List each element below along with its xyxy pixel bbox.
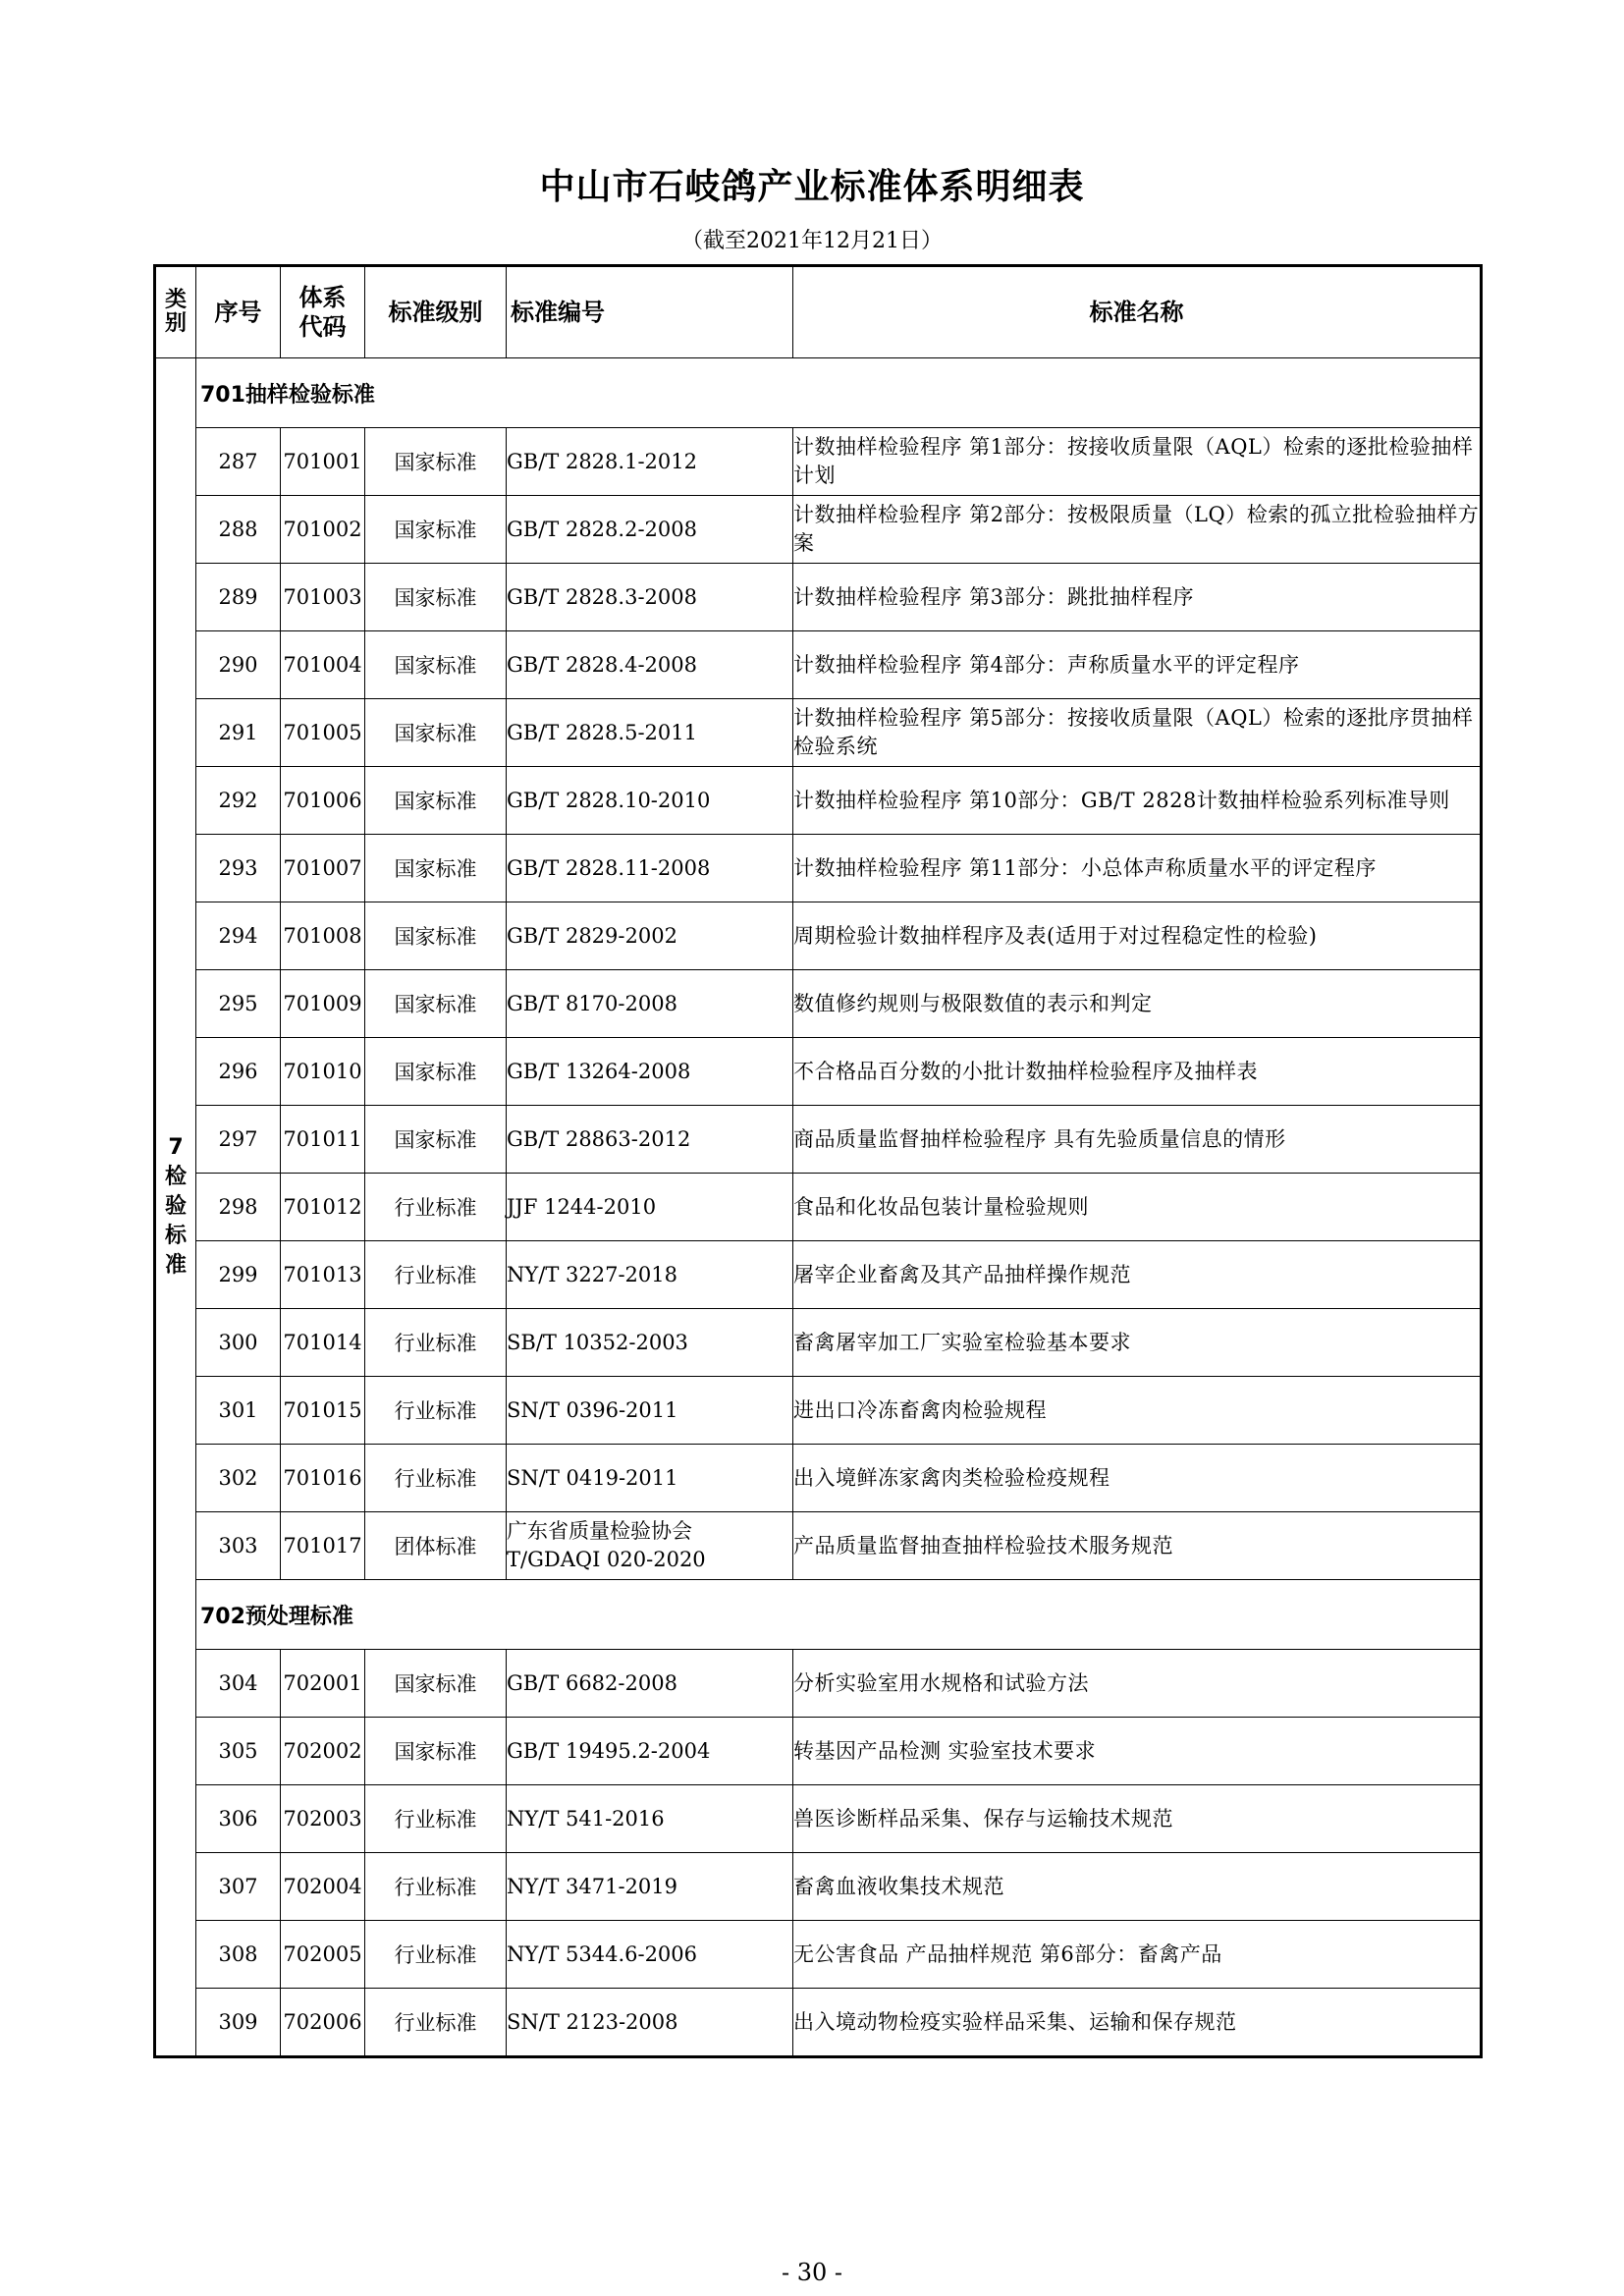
cell-number: GB/T 28863-2012	[507, 1106, 793, 1174]
cell-code: 701009	[281, 970, 365, 1038]
table-row	[155, 1377, 1482, 1445]
cell-number: GB/T 2829-2002	[507, 902, 793, 970]
cell-seq: 291	[196, 699, 281, 767]
cell-level: 国家标准	[365, 1106, 507, 1174]
cell-seq: 306	[196, 1785, 281, 1853]
table-row	[155, 1650, 1482, 1718]
cell-seq: 296	[196, 1038, 281, 1106]
cell-number: GB/T 2828.11-2008	[507, 835, 793, 902]
header-level: 标准级别	[365, 266, 507, 358]
table-row	[155, 1853, 1482, 1921]
cell-name: 周期检验计数抽样程序及表(适用于对过程稳定性的检验)	[793, 902, 1482, 970]
cell-seq: 301	[196, 1377, 281, 1445]
cell-level: 国家标准	[365, 1650, 507, 1718]
cell-number: GB/T 2828.5-2011	[507, 699, 793, 767]
cell-seq: 294	[196, 902, 281, 970]
cell-code: 701006	[281, 767, 365, 835]
cell-number: GB/T 2828.10-2010	[507, 767, 793, 835]
cell-number: 广东省质量检验协会 T/GDAQI 020-2020	[507, 1512, 793, 1580]
table-row	[155, 767, 1482, 835]
cell-code: 701017	[281, 1512, 365, 1580]
cell-level: 国家标准	[365, 970, 507, 1038]
cell-name: 兽医诊断样品采集、保存与运输技术规范	[793, 1785, 1482, 1853]
cell-number: SN/T 0419-2011	[507, 1445, 793, 1512]
cell-level: 国家标准	[365, 631, 507, 699]
cell-name: 计数抽样检验程序 第4部分：声称质量水平的评定程序	[793, 631, 1482, 699]
cell-number: NY/T 5344.6-2006	[507, 1921, 793, 1989]
section-row	[155, 1580, 1482, 1650]
cell-name: 出入境动物检疫实验样品采集、运输和保存规范	[793, 1989, 1482, 2057]
cell-number: GB/T 19495.2-2004	[507, 1718, 793, 1785]
table-body	[155, 358, 1482, 2057]
cell-seq: 287	[196, 428, 281, 496]
cell-level: 国家标准	[365, 496, 507, 564]
cell-level: 行业标准	[365, 1377, 507, 1445]
table-row	[155, 699, 1482, 767]
cell-seq: 307	[196, 1853, 281, 1921]
cell-name: 计数抽样检验程序 第2部分：按极限质量（LQ）检索的孤立批检验抽样方案	[793, 496, 1482, 564]
cell-code: 701003	[281, 564, 365, 631]
cell-number: GB/T 2828.2-2008	[507, 496, 793, 564]
table-row	[155, 496, 1482, 564]
cell-code: 701007	[281, 835, 365, 902]
cell-seq: 302	[196, 1445, 281, 1512]
cell-code: 701016	[281, 1445, 365, 1512]
cell-name: 畜禽屠宰加工厂实验室检验基本要求	[793, 1309, 1482, 1377]
cell-code: 702006	[281, 1989, 365, 2057]
cell-number: JJF 1244-2010	[507, 1174, 793, 1241]
cell-level: 国家标准	[365, 835, 507, 902]
cell-seq: 295	[196, 970, 281, 1038]
cell-name: 转基因产品检测 实验室技术要求	[793, 1718, 1482, 1785]
cell-number: GB/T 6682-2008	[507, 1650, 793, 1718]
cell-number: GB/T 13264-2008	[507, 1038, 793, 1106]
cell-seq: 299	[196, 1241, 281, 1309]
header-category: 类 别	[155, 266, 196, 358]
header-name: 标准名称	[793, 266, 1482, 358]
category-char: 检	[164, 1165, 187, 1189]
cell-number: SN/T 0396-2011	[507, 1377, 793, 1445]
cell-seq: 292	[196, 767, 281, 835]
cell-code: 701004	[281, 631, 365, 699]
standards-table	[153, 264, 1483, 2058]
cell-number: SB/T 10352-2003	[507, 1309, 793, 1377]
cell-seq: 300	[196, 1309, 281, 1377]
table-row	[155, 631, 1482, 699]
table-row	[155, 902, 1482, 970]
section-label: 701抽样检验标准	[196, 358, 1482, 428]
cell-seq: 289	[196, 564, 281, 631]
cell-level: 国家标准	[365, 1038, 507, 1106]
table-row	[155, 1309, 1482, 1377]
cell-number: NY/T 541-2016	[507, 1785, 793, 1853]
cell-seq: 309	[196, 1989, 281, 2057]
category-number: 7	[168, 1135, 184, 1160]
cell-code: 701014	[281, 1309, 365, 1377]
table-row	[155, 1512, 1482, 1580]
cell-level: 行业标准	[365, 1241, 507, 1309]
category-char: 验	[164, 1194, 187, 1219]
cell-code: 702002	[281, 1718, 365, 1785]
cell-name: 屠宰企业畜禽及其产品抽样操作规范	[793, 1241, 1482, 1309]
cell-code: 701012	[281, 1174, 365, 1241]
table-header-row	[155, 266, 1482, 358]
table-row	[155, 1921, 1482, 1989]
table-row	[155, 835, 1482, 902]
cell-level: 国家标准	[365, 564, 507, 631]
cell-code: 701015	[281, 1377, 365, 1445]
cell-name: 计数抽样检验程序 第1部分：按接收质量限（AQL）检索的逐批检验抽样计划	[793, 428, 1482, 496]
cell-level: 行业标准	[365, 1174, 507, 1241]
table-row	[155, 1241, 1482, 1309]
table-row	[155, 1174, 1482, 1241]
cell-name: 不合格品百分数的小批计数抽样检验程序及抽样表	[793, 1038, 1482, 1106]
cell-seq: 293	[196, 835, 281, 902]
cell-name: 产品质量监督抽查抽样检验技术服务规范	[793, 1512, 1482, 1580]
cell-level: 国家标准	[365, 428, 507, 496]
cell-code: 701002	[281, 496, 365, 564]
cell-code: 702004	[281, 1853, 365, 1921]
cell-seq: 288	[196, 496, 281, 564]
cell-seq: 290	[196, 631, 281, 699]
cell-name: 计数抽样检验程序 第11部分：小总体声称质量水平的评定程序	[793, 835, 1482, 902]
cell-seq: 308	[196, 1921, 281, 1989]
page-number: - 30 -	[781, 2259, 842, 2286]
cell-number: SN/T 2123-2008	[507, 1989, 793, 2057]
cell-code: 701011	[281, 1106, 365, 1174]
cell-code: 702003	[281, 1785, 365, 1853]
section-row	[155, 358, 1482, 428]
cell-level: 行业标准	[365, 1309, 507, 1377]
cell-seq: 304	[196, 1650, 281, 1718]
header-number: 标准编号	[507, 266, 793, 358]
cell-name: 数值修约规则与极限数值的表示和判定	[793, 970, 1482, 1038]
cell-name: 计数抽样检验程序 第5部分：按接收质量限（AQL）检索的逐批序贯抽样检验系统	[793, 699, 1482, 767]
header-seq: 序号	[196, 266, 281, 358]
cell-code: 701013	[281, 1241, 365, 1309]
page-title: 中山市石岐鸽产业标准体系明细表	[539, 167, 1085, 207]
header-code: 体系 代码	[281, 266, 365, 358]
cell-name: 出入境鲜冻家禽肉类检验检疫规程	[793, 1445, 1482, 1512]
table-row	[155, 564, 1482, 631]
cell-number: GB/T 8170-2008	[507, 970, 793, 1038]
cell-code: 701010	[281, 1038, 365, 1106]
cell-seq: 297	[196, 1106, 281, 1174]
cell-code: 701001	[281, 428, 365, 496]
cell-level: 团体标准	[365, 1512, 507, 1580]
cell-number: NY/T 3471-2019	[507, 1853, 793, 1921]
cell-level: 国家标准	[365, 902, 507, 970]
cell-level: 行业标准	[365, 1785, 507, 1853]
category-cell	[155, 358, 196, 2057]
cell-code: 702001	[281, 1650, 365, 1718]
cell-seq: 298	[196, 1174, 281, 1241]
table-row	[155, 1445, 1482, 1512]
cell-name: 食品和化妆品包装计量检验规则	[793, 1174, 1482, 1241]
cell-level: 行业标准	[365, 1445, 507, 1512]
cell-number: GB/T 2828.3-2008	[507, 564, 793, 631]
cell-level: 行业标准	[365, 1921, 507, 1989]
table-row	[155, 428, 1482, 496]
cell-level: 行业标准	[365, 1853, 507, 1921]
cell-name: 进出口冷冻畜禽肉检验规程	[793, 1377, 1482, 1445]
cell-name: 计数抽样检验程序 第10部分：GB/T 2828计数抽样检验系列标准导则	[793, 767, 1482, 835]
section-label: 702预处理标准	[196, 1580, 1482, 1650]
table-row	[155, 1106, 1482, 1174]
cell-level: 国家标准	[365, 699, 507, 767]
cell-name: 商品质量监督抽样检验程序 具有先验质量信息的情形	[793, 1106, 1482, 1174]
cell-level: 国家标准	[365, 767, 507, 835]
table-row	[155, 1989, 1482, 2057]
table-row	[155, 970, 1482, 1038]
page-subtitle: （截至2021年12月21日）	[681, 229, 943, 253]
cell-code: 701005	[281, 699, 365, 767]
cell-seq: 305	[196, 1718, 281, 1785]
table-row	[155, 1785, 1482, 1853]
cell-number: GB/T 2828.1-2012	[507, 428, 793, 496]
cell-code: 701008	[281, 902, 365, 970]
cell-name: 畜禽血液收集技术规范	[793, 1853, 1482, 1921]
category-char: 标	[164, 1224, 187, 1248]
cell-level: 行业标准	[365, 1989, 507, 2057]
table-row	[155, 1718, 1482, 1785]
cell-seq: 303	[196, 1512, 281, 1580]
cell-name: 无公害食品 产品抽样规范 第6部分：畜禽产品	[793, 1921, 1482, 1989]
cell-name: 计数抽样检验程序 第3部分：跳批抽样程序	[793, 564, 1482, 631]
cell-code: 702005	[281, 1921, 365, 1989]
cell-number: GB/T 2828.4-2008	[507, 631, 793, 699]
cell-name: 分析实验室用水规格和试验方法	[793, 1650, 1482, 1718]
cell-number: NY/T 3227-2018	[507, 1241, 793, 1309]
category-char: 准	[164, 1253, 187, 1278]
table-row	[155, 1038, 1482, 1106]
cell-level: 国家标准	[365, 1718, 507, 1785]
